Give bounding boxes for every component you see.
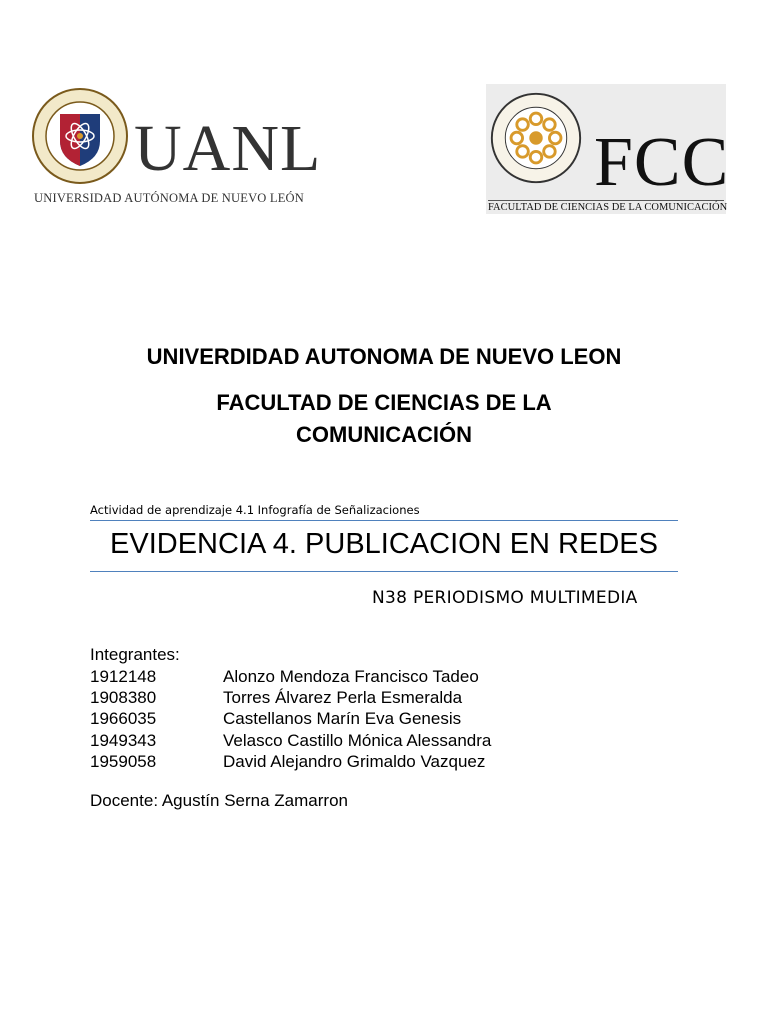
fcc-wordmark: FCC [594,124,730,201]
activity-label: Actividad de aprendizaje 4.1 Infografía de Señalizaciones [90,503,420,517]
fcc-seal-icon [488,90,584,186]
uanl-subtitle: UNIVERSIDAD AUTÓNOMA DE NUEVO LEÓN [34,191,304,205]
member-id: 1949343 [90,730,157,750]
university-title: UNIVERDIDAD AUTONOMA DE NUEVO LEON [146,344,622,369]
uanl-logo [30,86,320,208]
member-id: 1908380 [90,688,157,708]
member-row [90,730,491,751]
member-id: 1959058 [90,751,157,771]
member-name: Velasco Castillo Mónica Alessandra [223,730,492,750]
member-name: Torres Álvarez Perla Esmeralda [223,688,463,708]
faculty-title: FACULTAD DE CIENCIAS DE LA COMUNICACIÓN [216,390,552,447]
member-name: Alonzo Mendoza Francisco Tadeo [223,667,479,686]
member-name: Castellanos Marín Eva Genesis [223,709,462,729]
member-row [90,687,491,708]
course-name: N38 PERIODISMO MULTIMEDIA [372,588,638,608]
member-row [90,751,491,772]
members-list [90,666,491,772]
member-id: 1912148 [90,667,157,686]
evidence-title: EVIDENCIA 4. PUBLICACION EN REDES [110,528,658,560]
member-row [90,708,491,729]
uanl-wordmark: UANL [134,112,322,185]
uanl-seal-icon [30,86,130,186]
member-id: 1966035 [90,709,157,729]
member-row [90,666,491,687]
fcc-subtitle: FACULTAD DE CIENCIAS DE LA COMUNICACIÓN [488,202,728,213]
title-rule-top [90,520,678,521]
teacher-name: Docente: Agustín Serna Zamarron [90,791,348,810]
members-label: Integrantes: [90,645,180,664]
fcc-logo [486,84,730,214]
title-rule-bottom [90,571,678,572]
member-name: David Alejandro Grimaldo Vazquez [223,751,486,771]
